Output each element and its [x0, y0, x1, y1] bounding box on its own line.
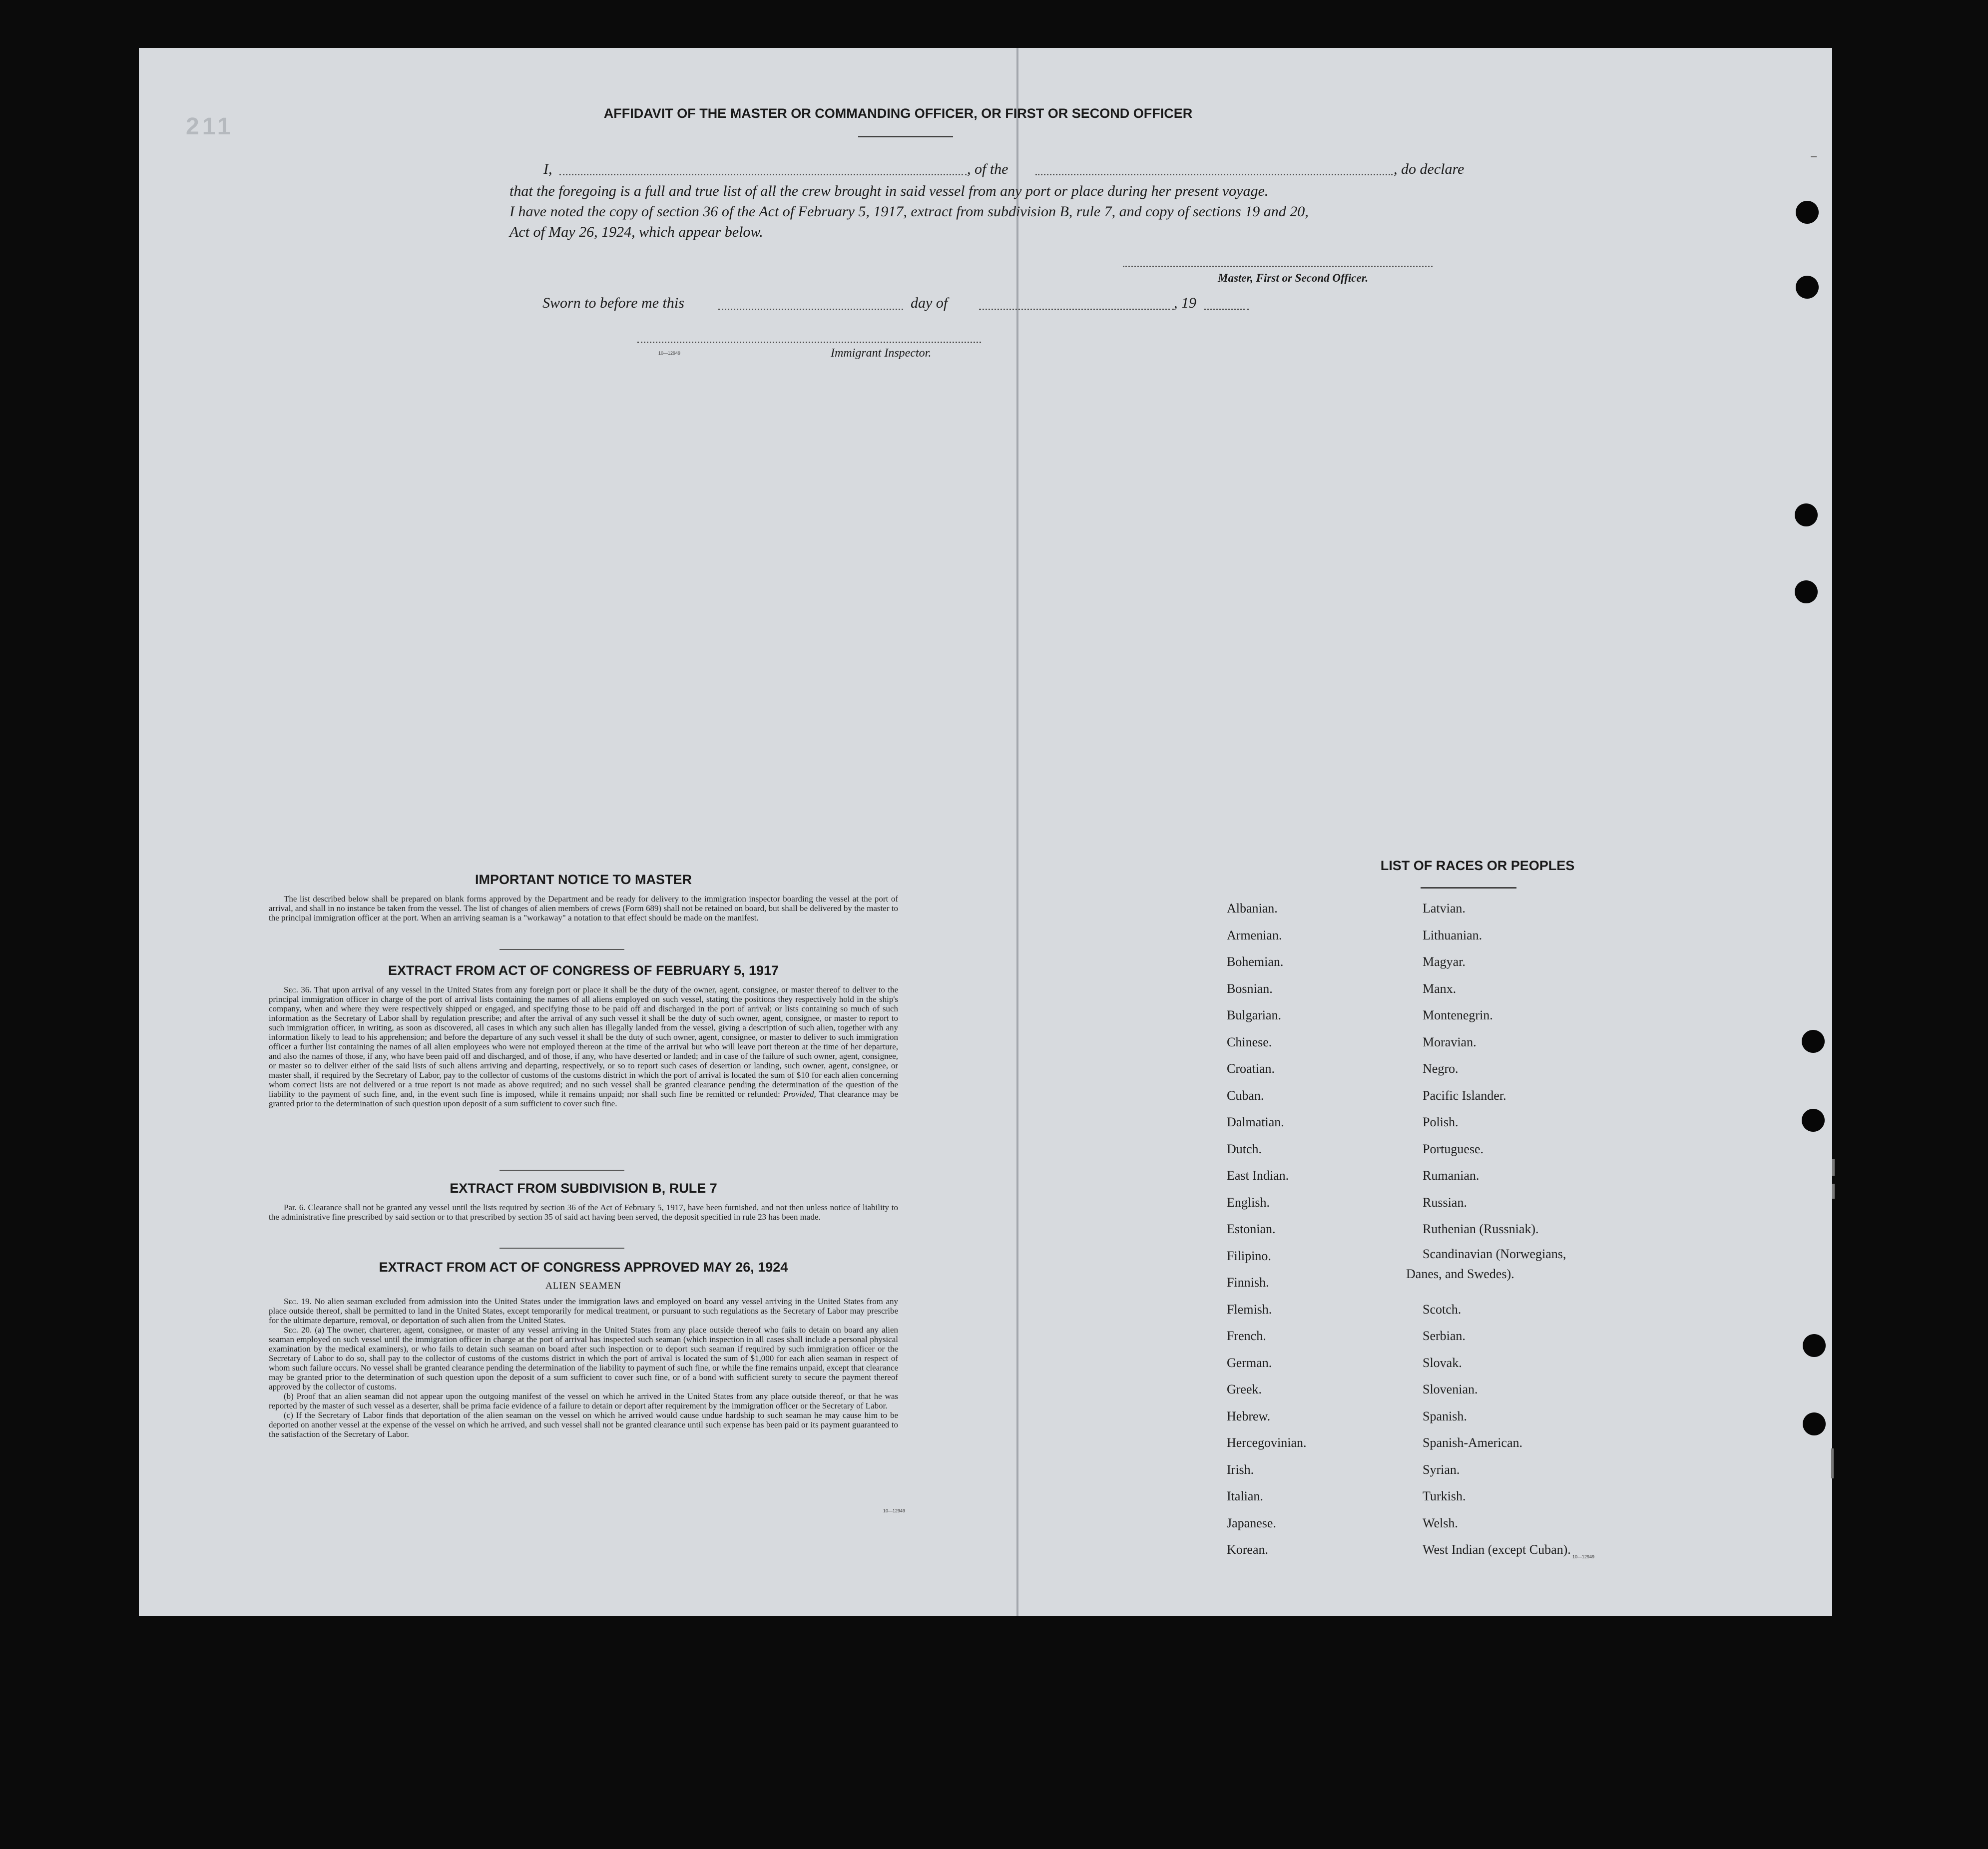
race-item: Portuguese. — [1423, 1141, 1484, 1156]
race-item: East Indian. — [1227, 1168, 1289, 1183]
declaration-line-1: that the foregoing is a full and true list of all the crew brought in said vessel from any port or place during her present voyage. — [509, 183, 1269, 199]
declarant-label: I, — [543, 161, 552, 177]
race-item: Croatian. — [1227, 1061, 1275, 1076]
race-item: German. — [1227, 1355, 1272, 1370]
edge-mark — [1832, 1184, 1835, 1199]
race-item: Flemish. — [1227, 1302, 1272, 1317]
sworn-year-field[interactable] — [1204, 309, 1249, 310]
sec-20c-paragraph: (c) If the Secretary of Labor finds that deportation of the alien seaman on the vessel on which he arrived would cause undue hardship to such seaman he may cause him to be deported on another vessel at the expense of the vessel on which he arrived, and such vessel shall not be granted clearance until such expense has been paid or its payment guaranteed to the satisfaction of the Secretary of Labor. — [269, 1410, 898, 1439]
race-item: Irish. — [1227, 1462, 1254, 1477]
race-item: Dutch. — [1227, 1141, 1262, 1156]
race-item: Slovak. — [1423, 1355, 1462, 1370]
race-item: Polish. — [1423, 1115, 1459, 1129]
extract-1917-text — [269, 985, 898, 1108]
punch-hole — [1802, 1109, 1825, 1132]
race-item: Lithuanian. — [1423, 927, 1483, 942]
race-item: Finnish. — [1227, 1275, 1269, 1290]
race-item: Bosnian. — [1227, 981, 1273, 996]
inspector-label: Immigrant Inspector. — [831, 347, 932, 360]
sworn-day-field[interactable] — [718, 309, 903, 310]
master-signature-field[interactable] — [1123, 266, 1433, 267]
race-item: Cuban. — [1227, 1088, 1264, 1103]
sec-19-text: No alien seaman excluded from admission into the United States under the immigration laws and employed on board any vessel arriving in the United States from any place outside thereof, shall be permitted to land in the United States, except temporarily for medical treatment, or pursuant to such regulations as the Secretary of Labor may prescribe for the ultimate departure, removal, or deportation of such alien from the United States. — [269, 1297, 898, 1325]
race-item: Moravian. — [1423, 1034, 1477, 1049]
of-the-label: , of the — [967, 161, 1008, 177]
race-item: Italian. — [1227, 1489, 1263, 1503]
declarant-name-field[interactable] — [559, 174, 967, 175]
race-item: Spanish. — [1423, 1408, 1467, 1423]
race-item: Manx. — [1423, 981, 1457, 996]
race-item: Korean. — [1227, 1542, 1269, 1557]
notice-title: IMPORTANT NOTICE TO MASTER — [475, 872, 692, 887]
punch-hole — [1795, 580, 1818, 603]
races-title: LIST OF RACES OR PEOPLES — [1380, 858, 1575, 873]
race-item: Greek. — [1227, 1382, 1262, 1396]
provided-word: Provided, — [783, 1089, 816, 1099]
race-item: Hercegovinian. — [1227, 1435, 1307, 1450]
punch-hole — [1796, 201, 1819, 224]
races-title-rule — [1421, 887, 1516, 889]
sec-20b-paragraph: (b) Proof that an alien seaman did not appear upon the outgoing manifest of the vessel on which he arrived in the United States from any place outside thereof, or that he was reported by the master of such vessel as a deserter, shall be prima facie evidence of a failure to detain or deport after requirement by the immigration officer or the Secretary of Labor. — [269, 1391, 898, 1410]
extract-form-number: 10—12949 — [883, 1508, 906, 1513]
rule-7-title: EXTRACT FROM SUBDIVISION B, RULE 7 — [450, 1181, 717, 1196]
edge-mark — [1811, 156, 1817, 157]
race-scandinavian-continued: Danes, and Swedes). — [1406, 1267, 1514, 1281]
document-sheet — [139, 48, 1832, 1616]
punch-hole — [1803, 1412, 1826, 1435]
rule-7-paragraph: Par. 6. Clearance shall not be granted any vessel until the lists required by section 36 of the Act of February 5, 1917, have been furnished, and not then unless notice of liability to the administrative fine prescribed by said section or to that prescribed by section 35 of said act having been served, the deposit specified in rule 23 has been made. — [269, 1203, 898, 1222]
race-item: Armenian. — [1227, 927, 1282, 942]
race-item: Russian. — [1423, 1195, 1467, 1210]
race-item: Spanish-American. — [1423, 1435, 1523, 1450]
bleed-through-mark: 211 — [186, 113, 234, 140]
race-item: Bulgarian. — [1227, 1008, 1282, 1022]
center-fold — [1016, 48, 1018, 1616]
punch-hole — [1796, 276, 1819, 299]
inspector-signature-field[interactable] — [637, 342, 981, 343]
race-item: Rumanian. — [1423, 1168, 1480, 1183]
race-item: Latvian. — [1423, 901, 1466, 916]
affidavit-form-number: 10—12949 — [658, 351, 681, 356]
races-form-number: 10—12949 — [1572, 1554, 1595, 1559]
affidavit-title-rule — [858, 136, 953, 137]
race-item: Estonian. — [1227, 1222, 1276, 1236]
race-item: Scandinavian (Norwegians, — [1423, 1246, 1566, 1261]
sec-36-paragraph — [269, 985, 898, 1108]
declaration-text — [509, 181, 1503, 242]
sec-19-paragraph — [269, 1297, 898, 1325]
race-item: Serbian. — [1423, 1329, 1466, 1343]
punch-hole — [1803, 1334, 1826, 1357]
race-item: Turkish. — [1423, 1489, 1466, 1503]
master-signature-label: Master, First or Second Officer. — [1218, 272, 1369, 284]
declaration-line-2: I have noted the copy of section 36 of the Act of February 5, 1917, extract from subdivision B, rule 7, and copy of sections 19 and 20, — [509, 203, 1309, 220]
punch-hole — [1802, 1030, 1825, 1053]
race-item: Filipino. — [1227, 1248, 1271, 1263]
race-item: Chinese. — [1227, 1034, 1272, 1049]
sec-20-label: Sec. 20. — [284, 1325, 312, 1335]
rule-7-text — [269, 1203, 898, 1222]
race-item: Dalmatian. — [1227, 1115, 1284, 1129]
year-prefix-label: , 19 — [1174, 295, 1196, 311]
notice-paragraph: The list described below shall be prepared on blank forms approved by the Department and be ready for delivery to the immigration inspector boarding the vessel at the port of arrival, and shall in no instance be taken from the vessel. The list of changes of alien members of crews (Form 689) shall not be retained on board, but shall be delivered by the master to the principal immigration officer at the port. When an arriving seaman is a "workaway" a notation to that effect should be made on the manifest. — [269, 894, 898, 923]
race-item: Slovenian. — [1423, 1382, 1478, 1396]
rule-7-divider — [499, 1248, 624, 1249]
edge-mark — [1831, 1448, 1834, 1478]
affidavit-title: AFFIDAVIT OF THE MASTER OR COMMANDING OFFICER, OR FIRST OR SECOND OFFICER — [603, 106, 1193, 121]
notice-text — [269, 894, 898, 923]
race-item: Albanian. — [1227, 901, 1278, 916]
vessel-name-field[interactable] — [1035, 174, 1393, 175]
edge-mark — [1832, 1159, 1835, 1176]
punch-hole — [1795, 503, 1818, 526]
sec-36-label: Sec. 36. — [284, 985, 312, 994]
race-item: Japanese. — [1227, 1515, 1276, 1530]
sec-20a-text: (a) The owner, charterer, agent, consignee, or master of any vessel arriving in the United States from any place outside thereof who fails to detain on board any alien seaman employed on such vessel until the immigration officer in charge at the port of arrival has inspected such seaman (which inspection in all cases shall include a personal physical examination by the medical examiners), or who fails to detain such seaman on board after such inspection or to deport such seaman if required by such immigration officer or the Secretary of Labor to do so, shall pay to the collector of customs of the customs district in which the port of arrival is located the sum of $1,000 for each alien seaman in respect of whom such failure occurs. No vessel shall be granted clearance pending the determination of the liability to payment of such fine, or while the fine remains unpaid, except that clearance may be granted prior to the determination of such question upon the deposit of a sum sufficient to cover such fine, or of a bond with sufficient surety to secure the payment thereof approved by the collector of customs. — [269, 1325, 898, 1391]
sec-36-text-end: That clearance may be granted prior to the determination of such question upon deposit of a sum sufficient to cover such fine. — [269, 1089, 899, 1108]
race-item: Scotch. — [1423, 1302, 1462, 1317]
race-item: Montenegrin. — [1423, 1008, 1493, 1022]
sec-19-label: Sec. 19. — [284, 1297, 312, 1306]
race-item: Negro. — [1423, 1061, 1459, 1076]
sec-36-text: That upon arrival of any vessel in the United States from any foreign port or place it shall be the duty of the owner, agent, consignee, or master thereof to deliver to the principal immigration officer in charge of the port of arrival lists containing the names of all aliens employed on such vessel, stating the positions they respectively hold in the ship's company, when and where they were respectively shipped or engaged, and specifying those to be paid off and discharged in the port of arrival; or lists containing so much of such information as the Secretary of Labor shall by regulation prescribe; and after the arrival of any such vessel it shall be the duty of such owner, agent, consignee, or master to report to such immigration officer, in writing, as soon as discovered, all cases in which any such alien has illegally landed from the vessel, giving a description of such alien, together with any information likely to lead to his apprehension; and before the departure of any such vessel it shall be the duty of such owner, agent, consignee, or master to deliver to such immigration officer a further list containing the names of all alien employees who were not employed thereon at the time of the arrival but who will leave port thereon at the time of her departure, and also the names of those, if any, who have been paid off and discharged, and of those, if any, who have deserted or landed; and in case of the failure of such owner, agent, consignee, or master so to deliver either of the said lists of such aliens arriving and departing, respectively, or so to report such cases of desertion or landing, such owner, agent, consignee, or master shall, if required by the Secretary of Labor, pay to the collector of customs of the customs district in which the port of arrival is located the sum of $10 for each alien concerning whom correct lists are not delivered or a true report is not made as above required; and no such vessel shall be granted clearance pending the determination of the question of the liability to the payment of such fine, and, in the event such fine is imposed, while it remains unpaid; nor shall such fine be remitted or refunded: — [269, 985, 898, 1099]
extract-1917-title: EXTRACT FROM ACT OF CONGRESS OF FEBRUARY 5, 1917 — [388, 963, 779, 978]
declaration-line-3: Act of May 26, 1924, which appear below. — [509, 224, 763, 240]
race-item: French. — [1227, 1329, 1266, 1343]
extract-1924-text — [269, 1297, 898, 1439]
race-item: Bohemian. — [1227, 954, 1284, 969]
extract-1924-title: EXTRACT FROM ACT OF CONGRESS APPROVED MAY 26, 1924 — [379, 1260, 788, 1275]
race-item: Hebrew. — [1227, 1408, 1271, 1423]
do-declare-label: , do declare — [1394, 161, 1465, 177]
race-item: Magyar. — [1423, 954, 1466, 969]
alien-seamen-subtitle: ALIEN SEAMEN — [545, 1281, 621, 1291]
race-item: West Indian (except Cuban). — [1423, 1542, 1571, 1557]
day-of-label: day of — [911, 295, 948, 311]
extract-1917-divider — [499, 1170, 624, 1171]
race-item: Syrian. — [1423, 1462, 1460, 1477]
sec-20a-paragraph — [269, 1325, 898, 1391]
race-item: Ruthenian (Russniak). — [1423, 1222, 1539, 1236]
notice-divider — [499, 949, 624, 950]
sworn-label: Sworn to before me this — [542, 295, 684, 311]
race-item: Pacific Islander. — [1423, 1088, 1506, 1103]
race-item: Welsh. — [1423, 1515, 1458, 1530]
sworn-month-field[interactable] — [979, 309, 1174, 310]
race-item: English. — [1227, 1195, 1270, 1210]
